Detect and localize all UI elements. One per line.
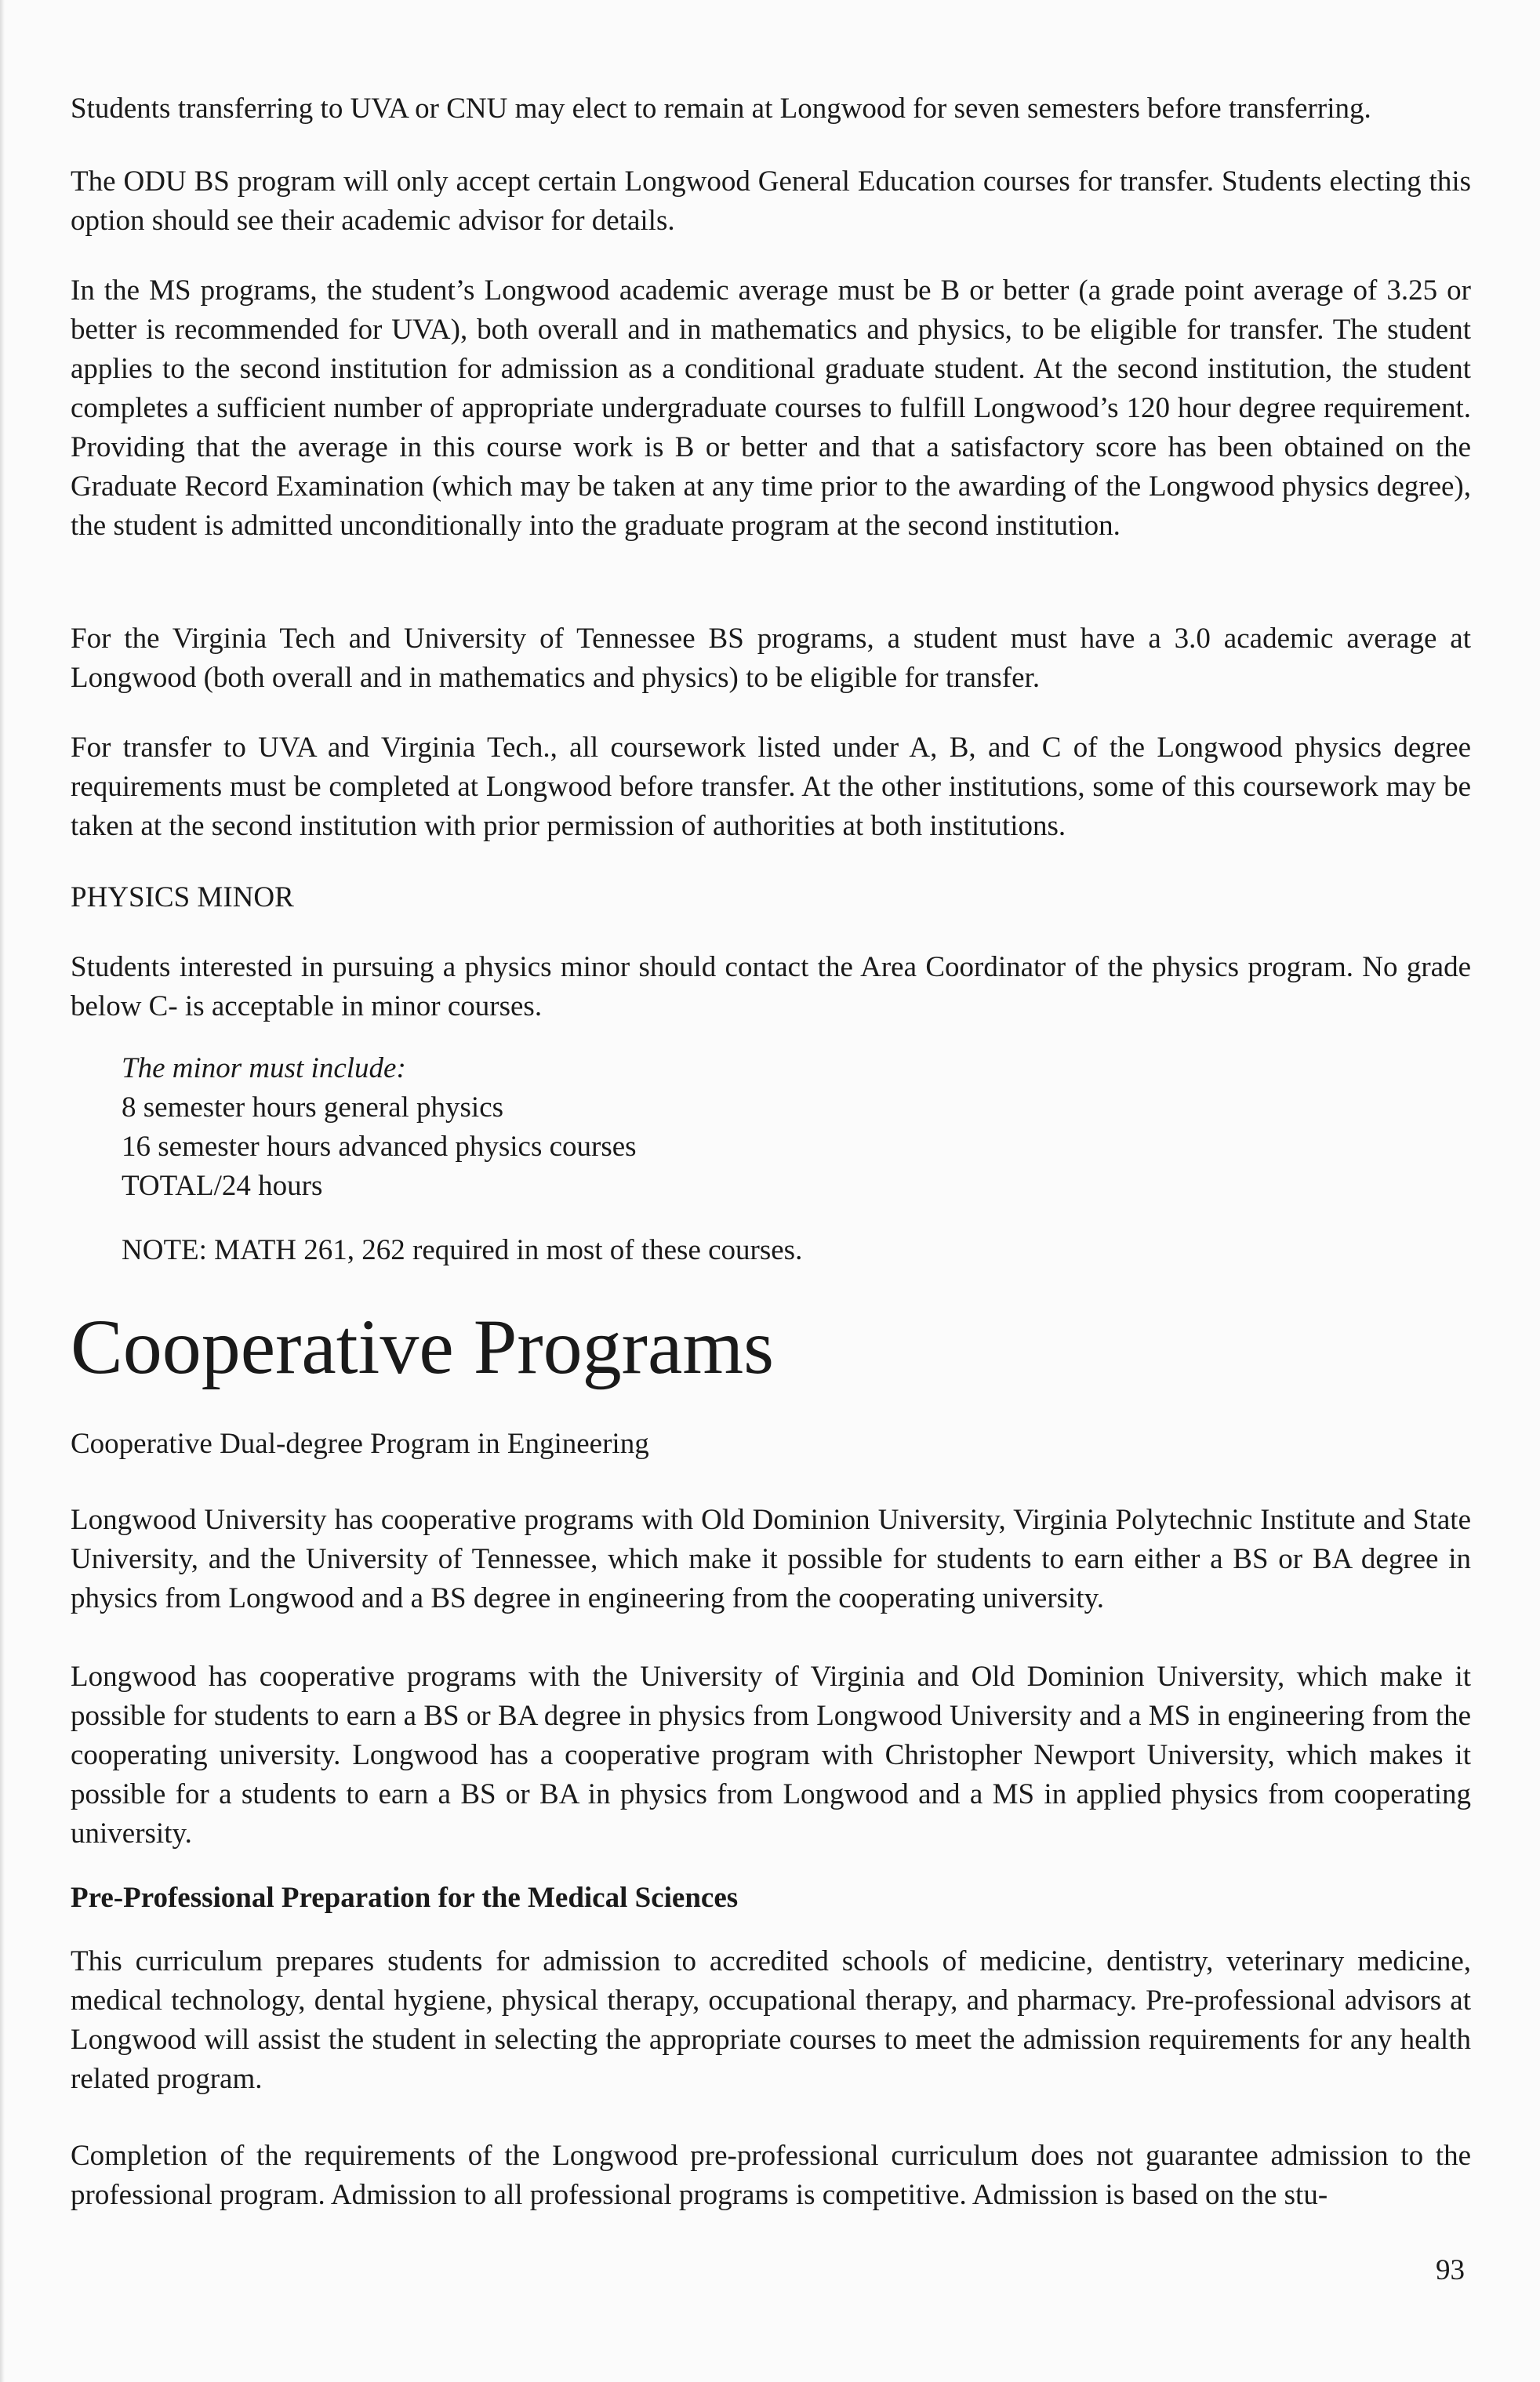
physics-minor-intro: Students interested in pursuing a physics minor should contact the Area Coordinator of the physics program. No grade below C- is acceptable in minor courses. <box>71 951 1471 1022</box>
minor-note: NOTE: MATH 261, 262 required in most of these courses. <box>122 1234 803 1266</box>
physics-minor-heading: PHYSICS MINOR <box>71 881 294 913</box>
paragraph-coop-ms: Longwood has cooperative programs with the University of Virginia and Old Dominion University, which make it possible for students to earn a BS or BA degree in physics from Longwood University and a MS in engineering from the cooperating university. Longwood has a cooperative program with Christopher Newport University, which makes it possible for a students to earn a BS or BA in physics from Longwood and a MS in applied physics from cooperating university. <box>71 1661 1471 1850</box>
minor-item: TOTAL/24 hours <box>122 1170 323 1202</box>
paragraph-vt-tennessee: For the Virginia Tech and University of Tennessee BS programs, a student must have a 3.0 academic average at Longwood (both overall and in mathematics and physics) to be eligible for transfer. <box>71 623 1471 694</box>
dual-degree-subheading: Cooperative Dual-degree Program in Engineering <box>71 1428 649 1460</box>
medical-sciences-heading: Pre-Professional Preparation for the Medical Sciences <box>71 1882 739 1914</box>
paragraph-odu-program: The ODU BS program will only accept certain Longwood General Education courses for transfer. Students electing this option should see their academic advisor for details. <box>71 165 1471 237</box>
scan-edge <box>0 0 5 2382</box>
paragraph-transfer-semesters: Students transferring to UVA or CNU may elect to remain at Longwood for seven semesters before transferring. <box>71 93 1371 125</box>
paragraph-ms-programs: In the MS programs, the student’s Longwood academic average must be B or better (a grade point average of 3.25 or better is recommended for UVA), both overall and in mathematics and physics, to be eligible for transfer. The student applies to the second institution for admission as a conditional graduate student. At the second institution, the student completes a sufficient number of appropriate undergraduate courses to fulfill Longwood’s 120 hour degree requirement. Providing that the average in this course work is B or better and that a satisfactory score has been obtained on the Graduate Record Examination (which may be taken at any time prior to the awarding of the Longwood physics degree), the student is admitted unconditionally into the graduate program at the second institution. <box>71 274 1471 542</box>
page-number: 93 <box>1436 2254 1465 2286</box>
cooperative-programs-title: Cooperative Programs <box>71 1303 775 1390</box>
minor-include-label: The minor must include: <box>122 1052 406 1084</box>
paragraph-admission: Completion of the requirements of the Longwood pre-professional curriculum does not guarantee admission to the professional program. Admission to all professional programs is competitive. Admission is based on the stu- <box>71 2140 1471 2211</box>
paragraph-medical-curriculum: This curriculum prepares students for admission to accredited schools of medicine, dentistry, veterinary medicine, medical technology, dental hygiene, physical therapy, occupational therapy, and pharmacy. Pre-professional advisors at Longwood will assist the student in selecting the appropriate courses to meet the admission requirements for any health related program. <box>71 1945 1471 2095</box>
minor-item: 16 semester hours advanced physics courses <box>122 1131 637 1163</box>
paragraph-uva-vt-transfer: For transfer to UVA and Virginia Tech., all coursework listed under A, B, and C of the Longwood physics degree requirements must be completed at Longwood before transfer. At the other institutions, some of this coursework may be taken at the second institution with prior permission of authorities at both institutions. <box>71 732 1471 842</box>
minor-item: 8 semester hours general physics <box>122 1091 504 1124</box>
paragraph-coop-bs: Longwood University has cooperative programs with Old Dominion University, Virginia Polytechnic Institute and State University, and the University of Tennessee, which make it possible for students to earn either a BS or BA degree in physics from Longwood and a BS degree in engineering from the cooperating university. <box>71 1504 1471 1614</box>
